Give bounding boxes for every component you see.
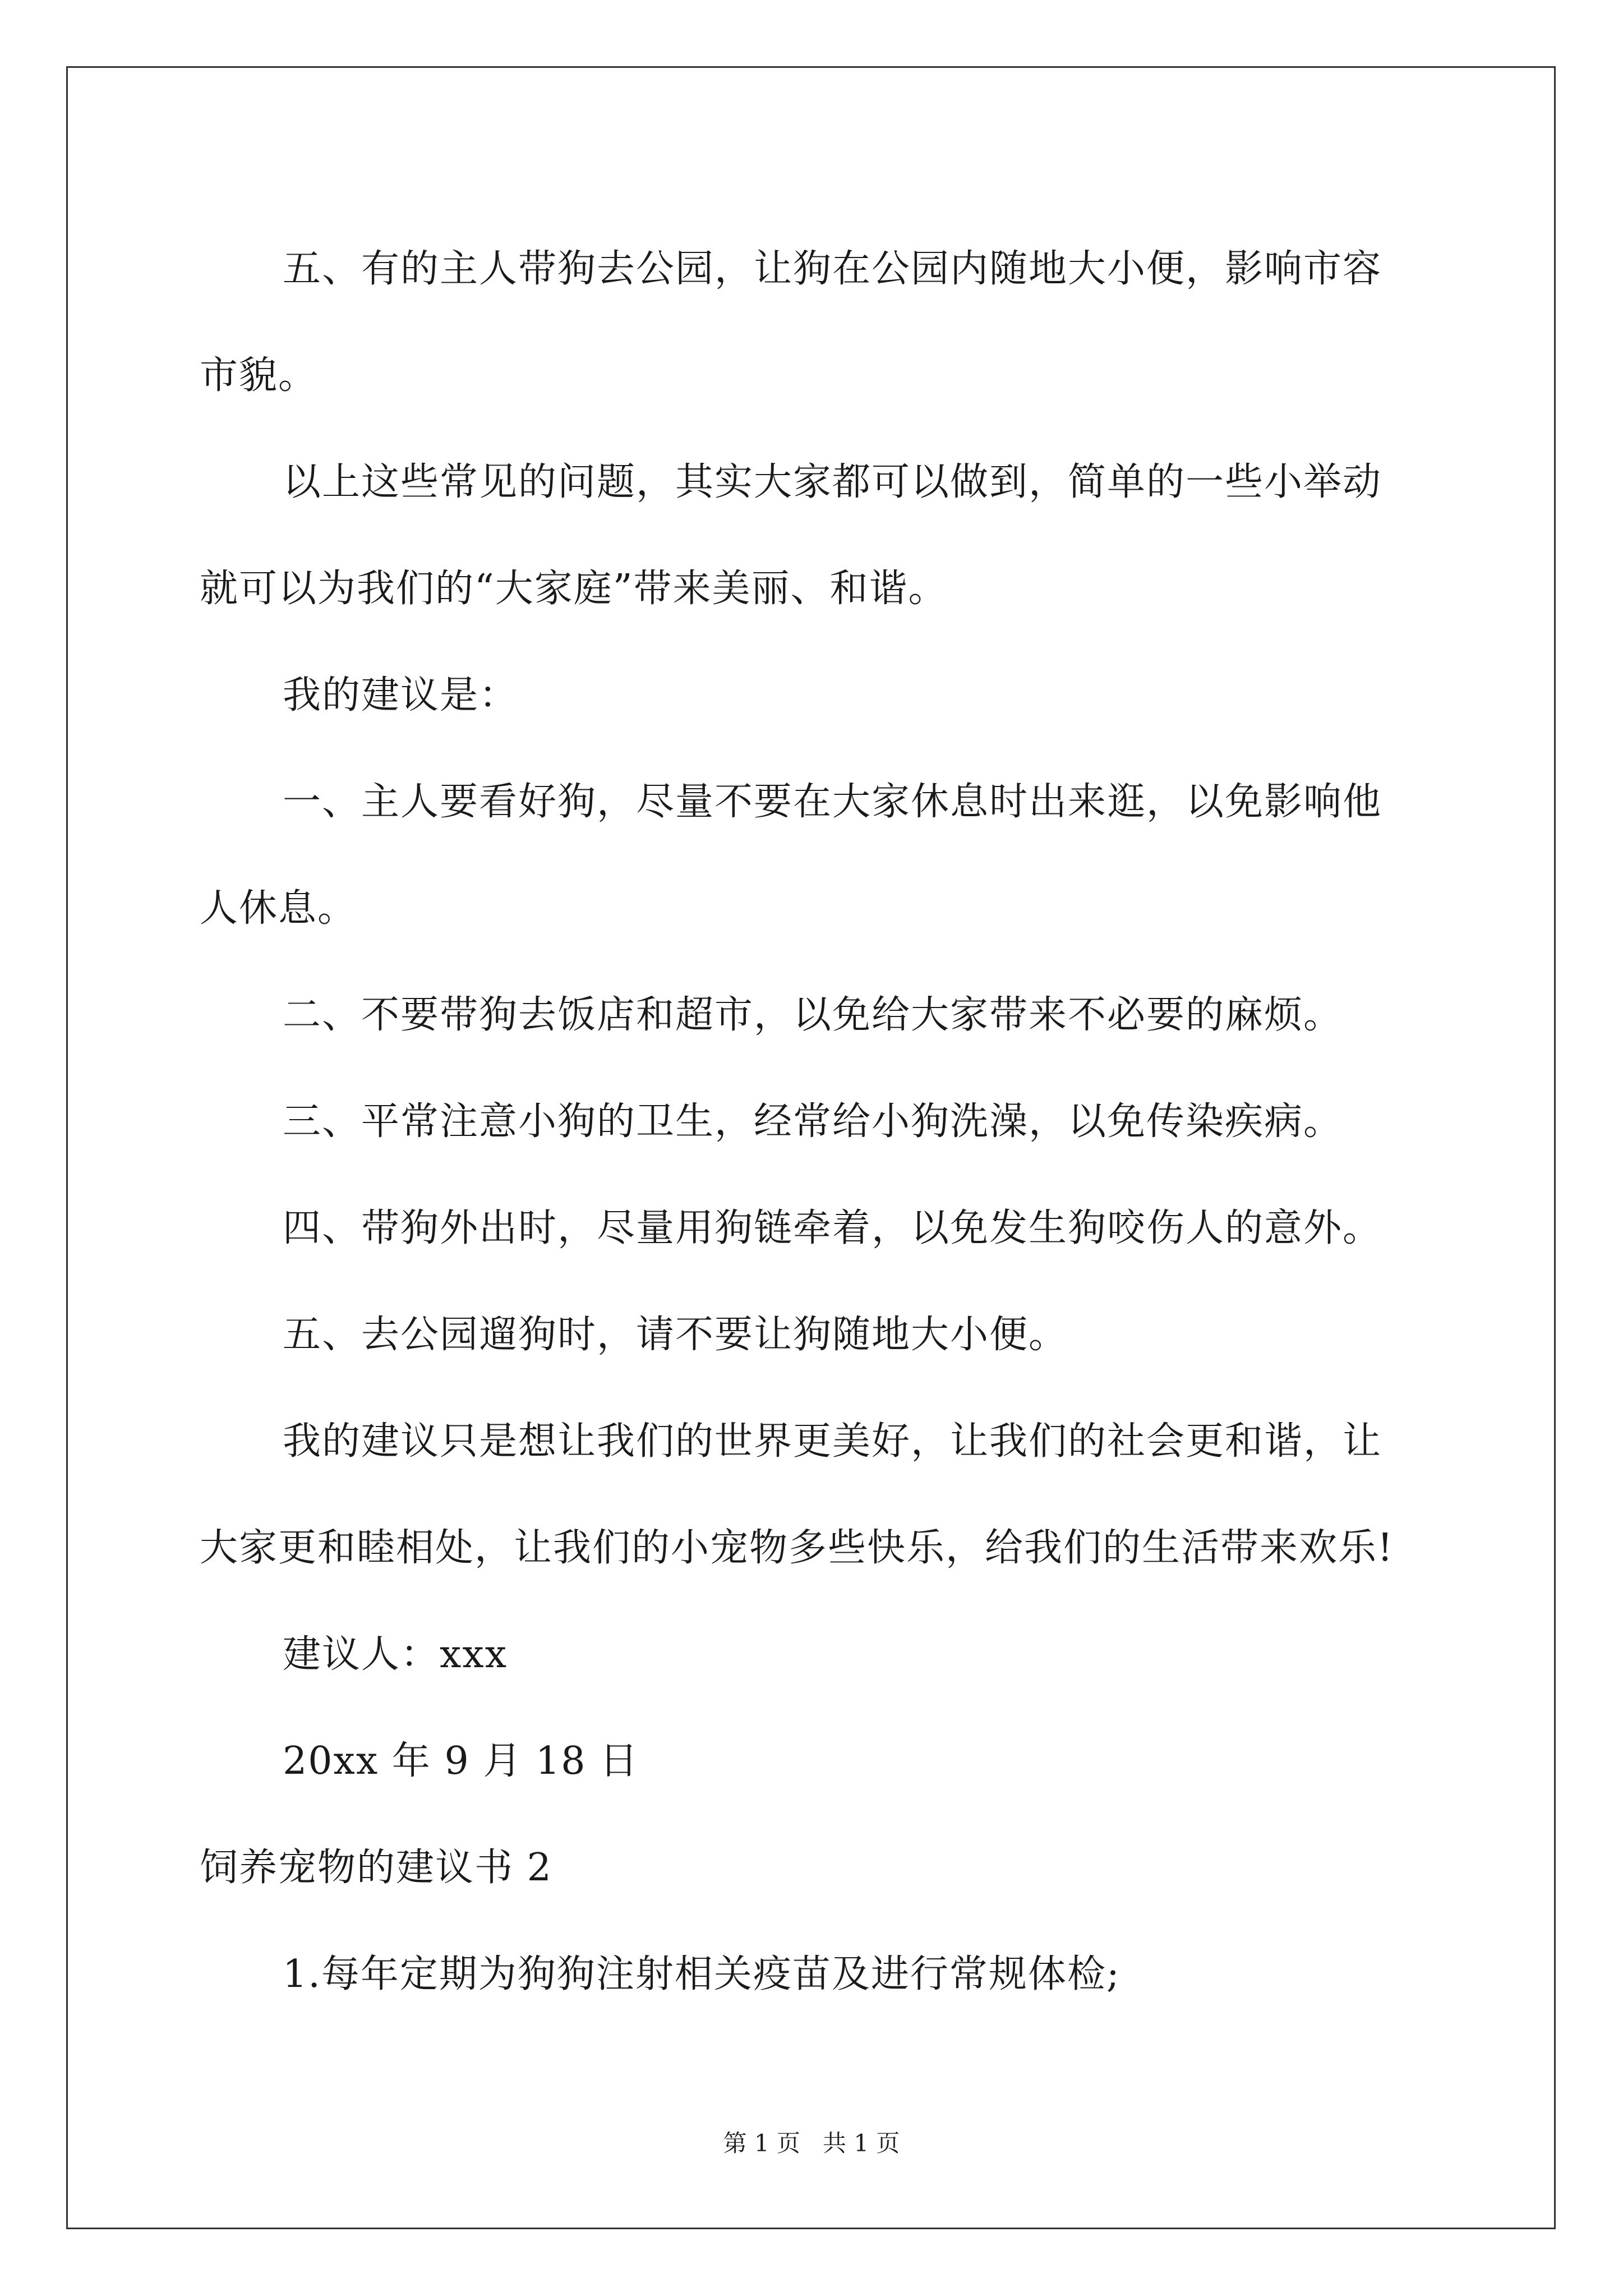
paragraph-line: 五、有的主人带狗去公园，让狗在公园内随地大小便，影响市容 xyxy=(283,247,1382,291)
paragraph-line: 我的建议是： xyxy=(283,673,519,717)
paragraph-line: 五、去公园遛狗时，请不要让狗随地大小便。 xyxy=(283,1313,1068,1357)
section-heading: 饲养宠物的建议书 2 xyxy=(200,1846,552,1890)
page-number: 第 1 页 xyxy=(723,2129,800,2157)
date-line: 20xx 年 9 月 18 日 xyxy=(283,1739,639,1783)
paragraph-line: 三、平常注意小狗的卫生，经常给小狗洗澡，以免传染疾病。 xyxy=(283,1099,1343,1144)
paragraph-line: 我的建议只是想让我们的世界更美好，让我们的社会更和谐，让 xyxy=(283,1419,1382,1464)
page-footer xyxy=(0,2125,1623,2159)
paragraph-line: 四、带狗外出时，尽量用狗链牵着，以免发生狗咬伤人的意外。 xyxy=(283,1206,1382,1250)
paragraph-line: 就可以为我们的“大家庭”带来美丽、和谐。 xyxy=(200,567,948,611)
paragraph-line: 一、主人要看好狗，尽量不要在大家休息时出来逛，以免影响他 xyxy=(283,780,1382,824)
paragraph-line: 人休息。 xyxy=(200,886,357,931)
signature-line: 建议人：xxx xyxy=(283,1632,508,1677)
paragraph-line: 大家更和睦相处，让我们的小宠物多些快乐，给我们的生活带来欢乐! xyxy=(200,1526,1394,1570)
paragraph-line: 二、不要带狗去饭店和超市，以免给大家带来不必要的麻烦。 xyxy=(283,993,1343,1037)
paragraph-line: 1.每年定期为狗狗注射相关疫苗及进行常规体检; xyxy=(283,1952,1121,1996)
page-total: 共 1 页 xyxy=(823,2129,900,2157)
paragraph-line: 以上这些常见的问题，其实大家都可以做到，简单的一些小举动 xyxy=(283,460,1382,504)
document-body xyxy=(200,216,1433,2028)
paragraph-line: 市貌。 xyxy=(200,353,318,398)
